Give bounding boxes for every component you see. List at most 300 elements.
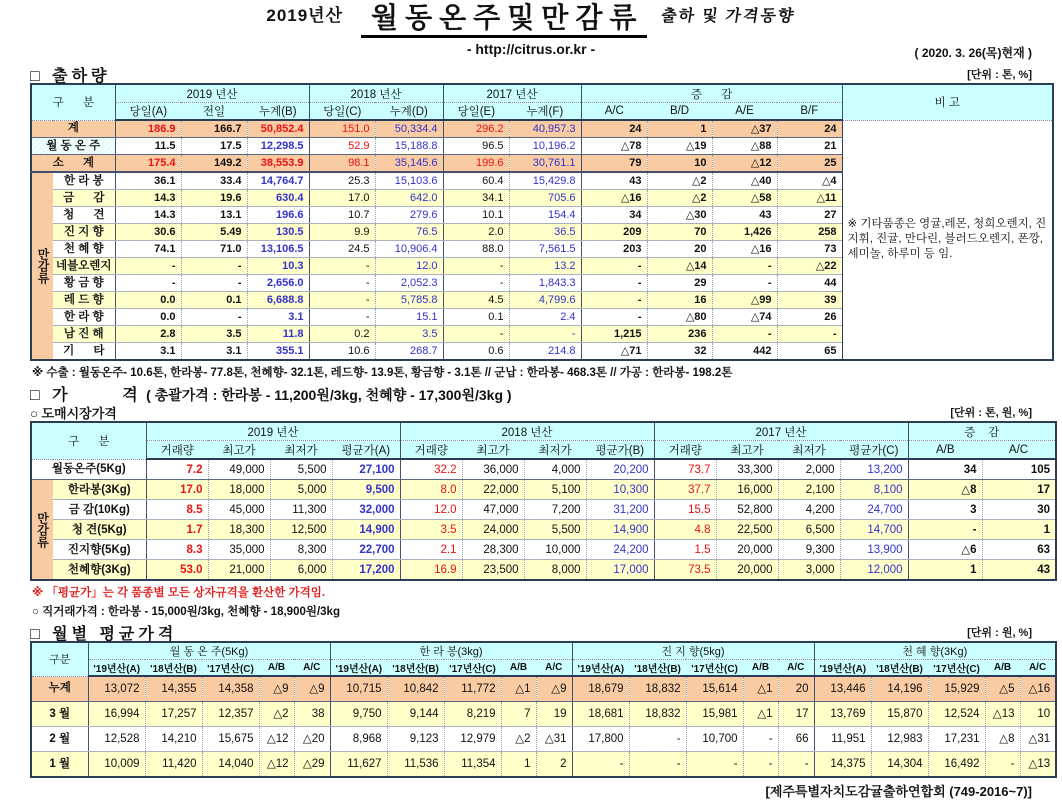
data-cell: 9,123 [387,727,444,752]
data-cell: 21,000 [208,560,270,581]
data-cell: 16,492 [928,752,985,778]
data-cell: 2,656.0 [247,275,309,292]
data-cell: △19 [647,138,712,155]
column-header: 최고가 [716,441,778,460]
data-cell: 14,764.7 [247,172,309,190]
data-cell: 96.5 [443,138,509,155]
data-cell: 37.7 [654,480,716,500]
data-cell: 17 [778,702,814,727]
data-cell: 130.5 [247,224,309,241]
row-label: 소 계 [31,155,115,173]
data-cell: 14,210 [145,727,202,752]
data-cell: - [712,326,777,343]
data-cell: △20 [294,727,330,752]
table-row [31,727,1056,752]
data-cell: 35,000 [208,540,270,560]
data-cell: 12.0 [375,258,443,275]
shipment-table-header [31,84,1053,120]
title-year: 2019년산 [266,6,344,25]
column-header: 거래량 [146,441,208,460]
data-cell: △78 [581,138,647,155]
data-cell: 11,420 [145,752,202,778]
data-cell: 3.1 [247,309,309,326]
data-cell: 76.5 [375,224,443,241]
data-cell: 34 [908,459,982,480]
data-cell: △12 [712,155,777,173]
data-cell: 11,354 [444,752,501,778]
column-header: 거래량 [654,441,716,460]
row-label: 천 혜 향 [53,241,115,258]
data-cell: 5,500 [524,520,586,540]
data-cell: 10,196.2 [509,138,581,155]
column-header: '19년산(A) [330,660,387,677]
table-row [31,120,1053,138]
data-cell: 28,300 [462,540,524,560]
data-cell: 14,900 [586,520,654,540]
data-cell: 268.7 [375,343,443,361]
data-cell: 14,700 [840,520,908,540]
title-suffix: 출하 및 가격동향 [660,8,797,25]
data-cell: 630.4 [247,190,309,207]
data-cell: △4 [777,172,842,190]
data-cell: - [712,275,777,292]
data-cell: 2,000 [778,459,840,480]
data-cell: △9 [259,676,294,702]
data-cell: 214.8 [509,343,581,361]
data-cell: △8 [908,480,982,500]
row-label: 남 진 해 [53,326,115,343]
column-header: B/F [777,103,842,121]
monthly-section-header [30,621,1032,641]
data-cell: - [309,258,375,275]
data-cell: 24,700 [840,500,908,520]
data-cell: 175.4 [115,155,181,173]
table-row [31,459,1056,480]
row-label: 한라봉(3Kg) [53,480,146,500]
data-cell: △80 [647,309,712,326]
column-header: '18년산(B) [871,660,928,677]
data-cell: 9,300 [778,540,840,560]
price-overall-note: ( 총괄가격 : 한라봉 - 11,200원/3kg, 천혜향 - 17,300원/3kg ) [146,387,512,403]
data-cell: 0.1 [181,292,247,309]
remark-note: ※ 기타품종은 영귤,레몬, 청희오렌지, 진지휘, 진귤, 만다린, 블러드오렌지, 폰깡,세미놀, 하루미 등 임. [842,120,1053,360]
data-cell: - [309,292,375,309]
data-cell: - [743,727,778,752]
monthly-table-body [31,676,1056,777]
data-cell: 35,145.6 [375,155,443,173]
data-cell: △13 [985,702,1020,727]
data-cell: 16.9 [400,560,462,581]
data-cell: 2.8 [115,326,181,343]
data-cell: 13,769 [814,702,871,727]
column-header: A/C [581,103,647,121]
data-cell: 10,842 [387,676,444,702]
data-cell: 7,561.5 [509,241,581,258]
row-label: 진지향(5Kg) [53,540,146,560]
data-cell: 79 [581,155,647,173]
website-url: - http://citrus.or.kr - [466,41,596,57]
data-cell: 12,298.5 [247,138,309,155]
column-header-2017: 2017 년산 [443,84,581,103]
data-cell: 24 [581,120,647,138]
data-cell: 5,785.8 [375,292,443,309]
data-cell: 7.2 [146,459,208,480]
column-header: 최저가 [270,441,332,460]
data-cell: 9.9 [309,224,375,241]
shipment-section-title: □ 출하량 [30,68,111,85]
data-cell: 15.5 [654,500,716,520]
price-section-title: □ 가 격 [30,387,142,404]
column-header: '17년산(C) [928,660,985,677]
row-label: 천혜향(3Kg) [53,560,146,581]
wholesale-table-header [31,422,1056,459]
data-cell: 33,300 [716,459,778,480]
data-cell: △31 [1020,727,1056,752]
data-cell: 1 [647,120,712,138]
wholesale-title: ○ 도매시장가격 [30,406,117,421]
data-cell: 10 [1020,702,1056,727]
data-cell: 17,231 [928,727,985,752]
column-header: 누계(F) [509,103,581,121]
data-cell: 14,355 [145,676,202,702]
data-cell: 3 [908,500,982,520]
data-cell: 20 [778,676,814,702]
data-cell: 26 [777,309,842,326]
data-cell: 6,688.8 [247,292,309,309]
data-cell: △9 [294,676,330,702]
row-label: 레 드 향 [53,292,115,309]
row-label: 누계 [31,676,88,702]
data-cell: 11,627 [330,752,387,778]
data-cell: △40 [712,172,777,190]
shipment-table [30,83,1054,361]
data-cell: - [581,258,647,275]
data-cell: 0.0 [115,292,181,309]
row-label: 월 동 온 주 [31,138,115,155]
data-cell: 642.0 [375,190,443,207]
data-cell: 20,000 [716,560,778,581]
data-cell: 38,553.9 [247,155,309,173]
column-header: A/B [259,660,294,677]
column-header: 누계(D) [375,103,443,121]
data-cell: 10.3 [247,258,309,275]
data-cell: - [509,326,581,343]
data-cell: 15,103.6 [375,172,443,190]
column-header: 전일 [181,103,247,121]
data-cell: 10,906.4 [375,241,443,258]
data-cell: 65 [777,343,842,361]
data-cell: 10.1 [443,207,509,224]
data-cell: 5.49 [181,224,247,241]
data-cell: 296.2 [443,120,509,138]
row-label: 진 지 향 [53,224,115,241]
column-header-2018: 2018 년산 [309,84,443,103]
column-header: 누계(B) [247,103,309,121]
report-page [30,0,1051,800]
data-cell: 25 [777,155,842,173]
data-cell: 1 [982,520,1056,540]
data-cell: △88 [712,138,777,155]
data-cell: 23,500 [462,560,524,581]
data-cell: 19 [536,702,572,727]
column-header-diff: 증 감 [908,422,1056,441]
data-cell: 12.0 [400,500,462,520]
data-cell: 10,700 [686,727,743,752]
column-header: '17년산(C) [444,660,501,677]
data-cell: 13,200 [840,459,908,480]
row-label: 2 월 [31,727,88,752]
data-cell: 0.1 [443,309,509,326]
data-cell: 18,832 [629,676,686,702]
data-cell: 32 [647,343,712,361]
row-label: 기 타 [53,343,115,361]
data-cell: - [181,258,247,275]
column-header-2018: 2018 년산 [400,422,654,441]
column-header: 당일(C) [309,103,375,121]
data-cell: - [309,309,375,326]
data-cell: 17.5 [181,138,247,155]
data-cell: 10,009 [88,752,145,778]
data-cell: 2,052.3 [375,275,443,292]
data-cell: 9,750 [330,702,387,727]
column-header: 평균가(C) [840,441,908,460]
data-cell: 63 [982,540,1056,560]
column-header: B/D [647,103,712,121]
data-cell: 2 [536,752,572,778]
row-label: 1 월 [31,752,88,778]
column-header: 당일(A) [115,103,181,121]
data-cell: 10,715 [330,676,387,702]
organization-footer: [제주특별자치도감귤출하연합회 (749-2016~7)] [765,784,1032,799]
data-cell: 4.8 [654,520,716,540]
column-header: '18년산(B) [629,660,686,677]
data-cell: 47,000 [462,500,524,520]
column-header: 당일(E) [443,103,509,121]
data-cell: 7 [501,702,536,727]
data-cell: 14,040 [202,752,259,778]
column-header: '19년산(A) [572,660,629,677]
column-header-gubun: 구분 [31,642,88,676]
data-cell: 52.9 [309,138,375,155]
column-header: 최고가 [462,441,524,460]
column-header: A/B [501,660,536,677]
data-cell: - [115,275,181,292]
data-cell: 18,679 [572,676,629,702]
monthly-price-table [30,641,1057,778]
data-cell: 15,929 [928,676,985,702]
data-cell: 12,979 [444,727,501,752]
data-cell: 8.0 [400,480,462,500]
data-cell: 105 [982,459,1056,480]
data-cell: - [181,309,247,326]
data-cell: 11.5 [115,138,181,155]
data-cell: △74 [712,309,777,326]
data-cell: 1 [908,560,982,581]
data-cell: 442 [712,343,777,361]
column-header-wolddong: 월 동 온 주(5Kg) [88,642,330,660]
data-cell: 21 [777,138,842,155]
data-cell: 27 [777,207,842,224]
data-cell: △11 [777,190,842,207]
column-header-2019: 2019 년산 [115,84,309,103]
column-header: '17년산(C) [202,660,259,677]
data-cell: - [908,520,982,540]
data-cell: 22,500 [716,520,778,540]
data-cell: 24,000 [462,520,524,540]
data-cell: △8 [985,727,1020,752]
data-cell: 36.1 [115,172,181,190]
data-cell: △1 [743,702,778,727]
data-cell: △13 [1020,752,1056,778]
data-cell: 32,000 [332,500,400,520]
data-cell: 22,000 [462,480,524,500]
data-cell: 18,832 [629,702,686,727]
data-cell: △5 [985,676,1020,702]
data-cell: 13.1 [181,207,247,224]
data-cell: 8,219 [444,702,501,727]
data-cell: 236 [647,326,712,343]
column-header: '17년산(C) [686,660,743,677]
table-row [31,560,1056,581]
column-header: A/E [712,103,777,121]
data-cell: 10.7 [309,207,375,224]
data-cell: 30,761.1 [509,155,581,173]
column-header: '18년산(B) [145,660,202,677]
column-header-jinjihyang: 진 지 향(5kg) [572,642,814,660]
data-cell: 60.4 [443,172,509,190]
data-cell: 203 [581,241,647,258]
data-cell: - [309,275,375,292]
data-cell: 17,000 [586,560,654,581]
data-cell: 13,900 [840,540,908,560]
data-cell: 22,700 [332,540,400,560]
row-group-label: 만감류 [31,480,53,581]
table-row [31,500,1056,520]
data-cell: 10,300 [586,480,654,500]
data-cell: 11,536 [387,752,444,778]
data-cell: 3.5 [181,326,247,343]
data-cell: 15.1 [375,309,443,326]
row-label: 3 월 [31,702,88,727]
column-header: 평균가(B) [586,441,654,460]
column-header: A/B [743,660,778,677]
data-cell: 17 [982,480,1056,500]
data-cell: 12,524 [928,702,985,727]
data-cell: 50,852.4 [247,120,309,138]
data-cell: 5,500 [270,459,332,480]
data-cell: 24,200 [586,540,654,560]
data-cell: 25.3 [309,172,375,190]
data-cell: 3.5 [375,326,443,343]
data-cell: 43 [712,207,777,224]
data-cell: 1,215 [581,326,647,343]
column-header-gubun: 구 분 [31,422,146,459]
row-label: 청 견 [53,207,115,224]
column-header-gubun: 구 분 [31,84,115,120]
row-label: 한 라 향 [53,309,115,326]
data-cell: 1 [501,752,536,778]
data-cell: 4.5 [443,292,509,309]
export-footnote: ※ 수출 : 월동온주- 10.6톤, 한라봉- 77.8톤, 천혜향- 32.1톤, 레드향- 13.9톤, 황금향 - 3.1톤 // 군납 : 한라봉- 468.3톤 // 가공 : 한라봉- 198.2톤 [32,367,733,379]
data-cell: 36,000 [462,459,524,480]
shipment-section-header [30,63,1032,83]
data-cell: 10.6 [309,343,375,361]
data-cell: △2 [259,702,294,727]
data-cell: 17,257 [145,702,202,727]
data-cell: 15,981 [686,702,743,727]
data-cell: - [778,752,814,778]
data-cell: - [743,752,778,778]
column-header-2019: 2019 년산 [146,422,400,441]
data-cell: 44 [777,275,842,292]
data-cell: 151.0 [309,120,375,138]
data-cell: 6,500 [778,520,840,540]
column-header: A/B [985,660,1020,677]
data-cell: △58 [712,190,777,207]
data-cell: 88.0 [443,241,509,258]
data-cell: 73 [777,241,842,258]
data-cell: 258 [777,224,842,241]
data-cell: △6 [908,540,982,560]
data-cell: △2 [647,190,712,207]
data-cell: - [581,309,647,326]
shipment-unit-label: [단위 : 톤, %] [967,69,1032,81]
table-row [31,480,1056,500]
table-row [31,702,1056,727]
row-label: 금 감(10Kg) [53,500,146,520]
table-row [31,520,1056,540]
data-cell: - [443,326,509,343]
data-cell: 71.0 [181,241,247,258]
table-row [31,676,1056,702]
column-header: 최고가 [208,441,270,460]
data-cell: 29 [647,275,712,292]
data-cell: 2.1 [400,540,462,560]
direct-price-line: ○ 직거래가격 : 한라봉 - 15,000원/3kg, 천혜향 - 18,900원/3kg [32,606,340,618]
column-header: A/C [778,660,814,677]
data-cell: 15,614 [686,676,743,702]
data-cell: 33.4 [181,172,247,190]
avg-price-note: ※ 「평균가」는 각 품종별 모든 상자규격을 환산한 가격임. [32,587,326,599]
column-header-hallabong: 한 라 봉(3kg) [330,642,572,660]
data-cell: △12 [259,727,294,752]
data-cell: 34.1 [443,190,509,207]
column-header: '18년산(B) [387,660,444,677]
data-cell: 70 [647,224,712,241]
column-header-cheonhyehyang: 천 혜 향(3Kg) [814,642,1056,660]
data-cell: 16 [647,292,712,309]
row-group-label: 만감류 [31,172,53,360]
data-cell: 52,800 [716,500,778,520]
data-cell: 5,100 [524,480,586,500]
data-cell: 3.1 [115,343,181,361]
data-cell: 30 [982,500,1056,520]
data-cell: 27,100 [332,459,400,480]
data-cell: 16,994 [88,702,145,727]
column-header: 평균가(A) [332,441,400,460]
data-cell: - [581,275,647,292]
data-cell: 8,000 [524,560,586,581]
data-cell: 1,843.3 [509,275,581,292]
data-cell: 53.0 [146,560,208,581]
data-cell: △12 [259,752,294,778]
data-cell: 3.1 [181,343,247,361]
data-cell: 12,357 [202,702,259,727]
data-cell: 10,000 [524,540,586,560]
data-cell: 2,100 [778,480,840,500]
data-cell: 14.3 [115,207,181,224]
data-cell: 32.2 [400,459,462,480]
